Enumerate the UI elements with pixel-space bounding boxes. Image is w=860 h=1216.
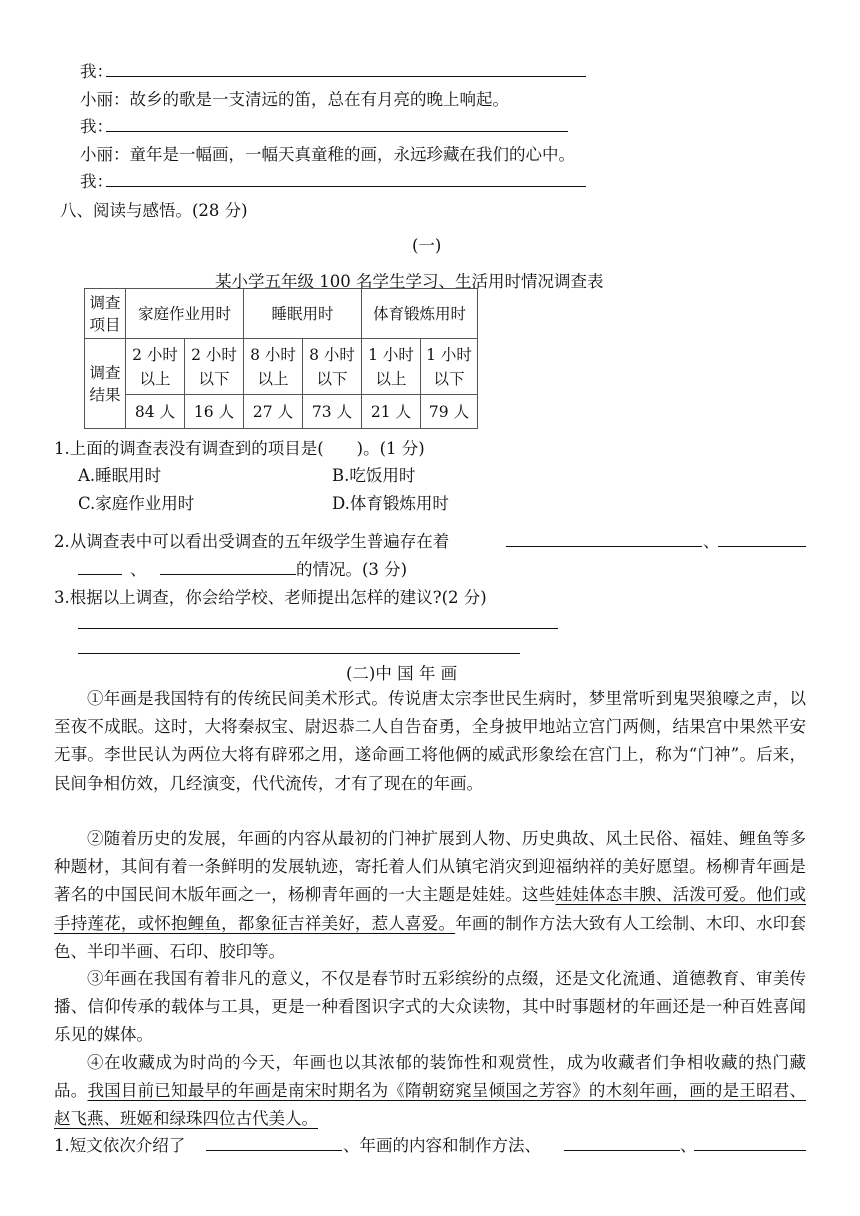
paragraph-1: ①年画是我国特有的传统民间美术形式。传说唐太宗李世民生病时，梦里常听到鬼哭狼嚎之声，以至夜不成眠。这时，大将秦叔宝、尉迟恭二人自告奋勇，全身披甲地站立宫门两侧，结果宫中果然平安无事。李世民认为两位大将有辟邪之用，遂命画工将他俩的威武形象绘在宫门上，称为“门神”。后来，民间争相仿效，几经演变，代代流传，才有了现在的年画。	[54, 689, 806, 793]
paragraph-3: ③年画在我国有着非凡的意义，不仅是春节时五彩缤纷的点缀，还是文化流通、道德教育、审美传播、信仰传承的载体与工具，更是一种看图识字式的大众读物，其中时事题材的年画还是一种百姓喜闻乐见的媒体。	[54, 969, 806, 1045]
category-sleep: 睡眠用时	[244, 289, 362, 339]
q3-answer-line-2[interactable]	[78, 653, 520, 654]
question-1: 1.上面的调查表没有调查到的项目是( )。(1 分)	[54, 439, 425, 458]
q2-blank-2a[interactable]	[718, 546, 806, 547]
q-last-blank-2[interactable]	[564, 1150, 680, 1151]
question-last: 1.短文依次介绍了	[54, 1136, 186, 1155]
paragraph-4-underlined: 我国目前已知最早的年画是南宋时期名为《隋朝窈窕呈倾国之芳容》的木刻年画，画的是王昭君、赵飞燕、班姬和绿珠四位古代美人。	[54, 1081, 807, 1129]
me-label-3: 我：	[80, 172, 113, 191]
count-cell: 84 人	[126, 395, 185, 429]
xiaoli-line-2: 小丽：童年是一幅画，一幅天真童稚的画，永远珍藏在我们的心中。	[80, 145, 575, 164]
category-exercise: 体育锻炼用时	[362, 289, 478, 339]
q2-separator-2: 、	[130, 560, 147, 579]
answer-line-2[interactable]	[106, 131, 568, 132]
question-last-sep: 、	[680, 1136, 697, 1155]
option-d[interactable]: D.体育锻炼用时	[332, 494, 449, 513]
paragraph-4	[54, 1049, 806, 1134]
count-cell: 79 人	[421, 395, 478, 429]
option-b[interactable]: B.吃饭用时	[332, 466, 416, 485]
me-label-1: 我：	[80, 62, 113, 81]
question-3: 3.根据以上调查，你会给学校、老师提出怎样的建议?(2 分)	[54, 588, 487, 607]
q2-separator-1: 、	[703, 532, 720, 551]
paragraph-4-intro: ④在收藏成为时尚的今天，年画也以其浓郁的装饰性和观赏性，成为收藏者们争相收藏的热门藏品。	[54, 1053, 806, 1101]
paragraph-2-outro: 年画的制作方法大致有人工绘制、木印、水印套色、半印半画、石印、胶印等。	[54, 913, 807, 961]
question-last-middle: 、年画的内容和制作方法、	[343, 1136, 541, 1155]
q2-blank-2b[interactable]	[78, 574, 122, 575]
count-cell: 21 人	[362, 395, 421, 429]
condition-cell: 8 小时以上	[244, 339, 303, 395]
table-title: 某小学五年级 100 名学生学习、生活用时情况调查表	[215, 272, 604, 291]
answer-line-1[interactable]	[106, 76, 586, 77]
xiaoli-line-1: 小丽：故乡的歌是一支清远的笛，总在有月亮的晚上响起。	[80, 90, 509, 109]
option-c[interactable]: C.家庭作业用时	[78, 494, 195, 513]
row-header-items: 调查项目	[85, 289, 126, 339]
condition-cell: 1 小时以下	[421, 339, 478, 395]
condition-cell: 2 小时以下	[185, 339, 244, 395]
condition-cell: 8 小时以下	[303, 339, 362, 395]
paragraph-2-intro: ②随着历史的发展，年画的内容从最初的门神扩展到人物、历史典故、风土民俗、福娃、鲤鱼等多种题材，其间有着一条鲜明的发展轨迹，寄托着人们从镇宅消灾到迎福纳祥的美好愿望。杨柳青年画是著名的中国民间木版年画之一，杨柳青年画的一大主题是娃娃。这些	[54, 829, 806, 905]
count-cell: 16 人	[185, 395, 244, 429]
survey-table	[84, 288, 478, 429]
row-header-results: 调查结果	[85, 339, 126, 429]
count-cell: 73 人	[303, 395, 362, 429]
q3-answer-line-1[interactable]	[78, 628, 558, 629]
category-homework: 家庭作业用时	[126, 289, 244, 339]
q-last-blank-3[interactable]	[694, 1150, 806, 1151]
me-label-2: 我：	[80, 117, 113, 136]
part2-title: (二)中 国 年 画	[346, 664, 458, 683]
section-heading: 八、阅读与感悟。(28 分)	[60, 201, 248, 220]
q2-blank-1[interactable]	[506, 546, 702, 547]
condition-cell: 1 小时以上	[362, 339, 421, 395]
answer-line-3[interactable]	[106, 186, 586, 187]
q2-blank-3[interactable]	[160, 574, 296, 575]
q-last-blank-1[interactable]	[206, 1150, 342, 1151]
condition-cell: 2 小时以上	[126, 339, 185, 395]
count-cell: 27 人	[244, 395, 303, 429]
paragraph-2-underlined: 娃娃体态丰腴、活泼可爱。他们或手持莲花，或怀抱鲤鱼，都象征吉祥美好，惹人喜爱。	[54, 885, 807, 933]
part1-label: (一)	[412, 236, 442, 255]
option-a[interactable]: A.睡眠用时	[78, 466, 162, 485]
question-2: 2.从调查表中可以看出受调查的五年级学生普遍存在着	[54, 532, 450, 551]
q2-tail: 的情况。(3 分)	[296, 560, 408, 579]
paragraph-2	[54, 825, 806, 966]
